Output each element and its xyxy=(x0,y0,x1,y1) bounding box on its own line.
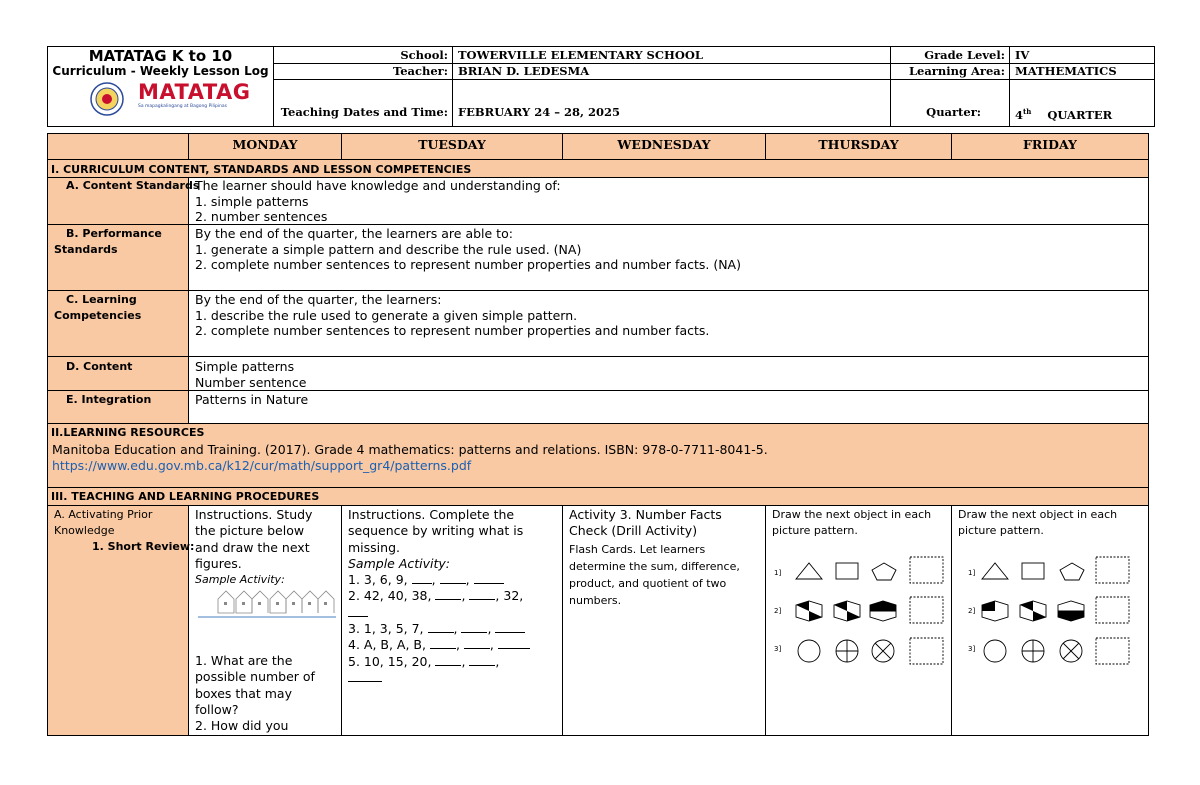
pattern-num-2: 2] xyxy=(968,607,976,615)
school-label: School: xyxy=(400,48,448,62)
wednesday-activity: Activity 3. Number Facts Check (Drill Activity) xyxy=(569,507,722,539)
activating-prior-label: A. Activating Prior Knowledge 1. Short Review: xyxy=(54,508,195,553)
pattern-num-1: 1] xyxy=(968,569,976,577)
resource-citation: Manitoba Education and Training. (2017). Grade 4 mathematics: patterns and relations. ISBN: 978-0-7711-8041-5. xyxy=(52,442,768,457)
area-value: MATHEMATICS xyxy=(1015,64,1117,78)
pattern-num-2: 2] xyxy=(774,607,782,615)
section3-title: III. TEACHING AND LEARNING PROCEDURES xyxy=(51,490,320,503)
wednesday-instructions: Flash Cards. Let learners determine the sum, difference, product, and quotient of two numbers. xyxy=(569,543,740,607)
content-standards-text: The learner should have knowledge and understanding of: 1. simple patterns 2. number sentences xyxy=(195,178,561,224)
sequence-item-1: 1. 3, 6, 9, , , xyxy=(348,572,560,588)
dates-label: Teaching Dates and Time: xyxy=(280,105,448,119)
school-value: TOWERVILLE ELEMENTARY SCHOOL xyxy=(458,48,703,62)
day-header-tuesday: TUESDAY xyxy=(418,137,486,152)
performance-standards-label: B. Performance Standards xyxy=(54,227,162,256)
pattern-num-3: 3] xyxy=(774,645,782,653)
thursday-instructions: Draw the next object in each picture pattern. xyxy=(772,508,932,537)
quarter-value: 4th QUARTER xyxy=(1015,107,1113,122)
content-label: D. Content xyxy=(66,360,133,373)
integration-label: E. Integration xyxy=(66,393,152,406)
learning-competencies-text: By the end of the quarter, the learners: 1. describe the rule used to generate a given simple pattern. 2. complete number sentences to represent number properties and number facts. xyxy=(195,292,710,338)
friday-pattern-image xyxy=(966,555,1141,670)
section2-title: II.LEARNING RESOURCES xyxy=(51,426,205,439)
pattern-num-3: 3] xyxy=(968,645,976,653)
page-title: MATATAG K to 10 xyxy=(88,47,233,65)
quarter-label: Quarter: xyxy=(926,105,981,119)
section1-title: I. CURRICULUM CONTENT, STANDARDS AND LESSON COMPETENCIES xyxy=(51,163,472,176)
area-label: Learning Area: xyxy=(908,64,1005,78)
thursday-pattern-image xyxy=(772,555,947,670)
day-header-wednesday: WEDNESDAY xyxy=(617,137,711,152)
day-header-friday: FRIDAY xyxy=(1023,137,1077,152)
monday-activity: Instructions. Study the picture below and draw the next figures. Sample Activity: xyxy=(195,507,313,587)
resource-link[interactable]: https://www.edu.gov.mb.ca/k12/cur/math/support_gr4/patterns.pdf xyxy=(52,458,472,473)
learning-competencies-label: C. Learning Competencies xyxy=(54,293,142,322)
grade-label: Grade Level: xyxy=(924,48,1005,62)
performance-standards-text: By the end of the quarter, the learners are able to: 1. generate a simple pattern and describe the rule used. (NA) 2. complete number sentences to represent number properties and number facts. (NA) xyxy=(195,226,741,272)
sequence-item-5: 5. 10, 15, 20, , , xyxy=(348,653,500,669)
tuesday-activity: Instructions. Complete the sequence by writing what is missing. Sample Activity: 1. 3, 6, 9, , , 2. 42, 40, 38, , , 32, 3. 1, 3, 5, 7, , , 4. A, B, A, B, , , 5. 10, 15, 20, , , xyxy=(348,507,560,686)
content-text: Simple patterns Number sentence xyxy=(195,359,307,390)
deped-seal-logo xyxy=(90,82,124,116)
day-header-thursday: THURSDAY xyxy=(818,137,899,152)
friday-instructions: Draw the next object in each picture pattern. xyxy=(958,508,1118,537)
grade-value: IV xyxy=(1015,48,1030,62)
houses-pattern-image xyxy=(198,585,336,621)
monday-questions: 1. What are the possible number of boxes that may follow? 2. How did you xyxy=(195,653,315,734)
matatag-logo: MATATAG Sa mapagkalingang at Bagong Pilipinas xyxy=(138,80,251,109)
integration-text: Patterns in Nature xyxy=(195,392,309,407)
sequence-item-3: 3. 1, 3, 5, 7, , , xyxy=(348,621,560,637)
content-standards-label: A. Content Standards xyxy=(66,179,200,192)
teacher-value: BRIAN D. LEDESMA xyxy=(458,64,590,78)
page-subtitle: Curriculum - Weekly Lesson Log xyxy=(52,64,269,78)
day-header-monday: MONDAY xyxy=(232,137,298,152)
sequence-item-4: 4. A, B, A, B, , , xyxy=(348,637,560,653)
teacher-label: Teacher: xyxy=(393,64,448,78)
dates-value: FEBRUARY 24 – 28, 2025 xyxy=(458,105,620,119)
pattern-num-1: 1] xyxy=(774,569,782,577)
sequence-item-2: 2. 42, 40, 38, , , 32, xyxy=(348,588,524,604)
